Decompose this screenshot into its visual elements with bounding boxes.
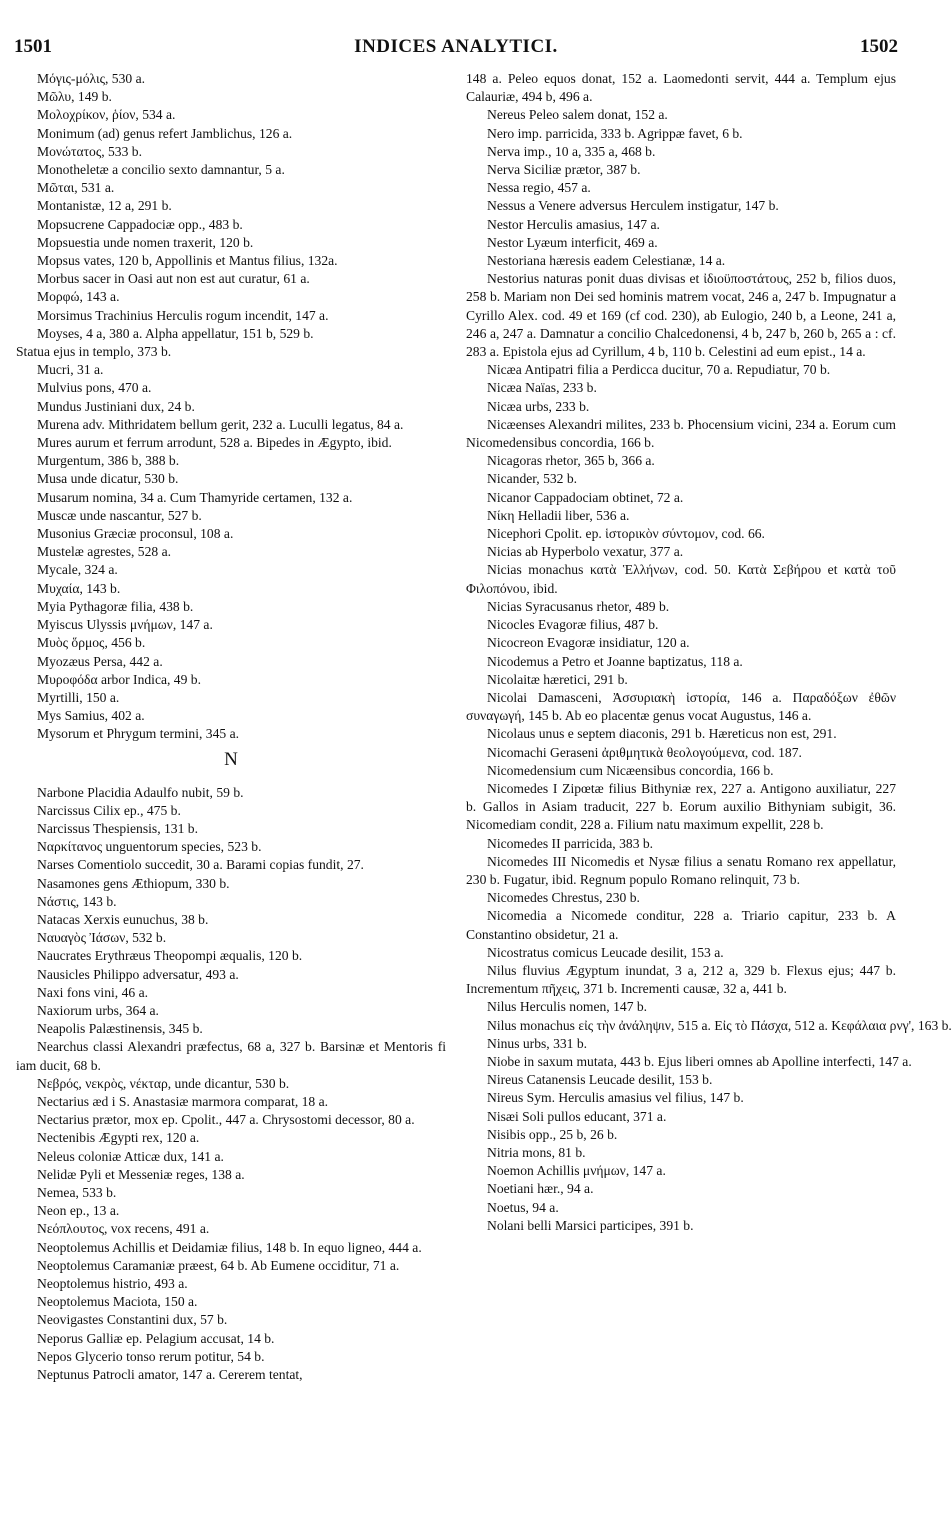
index-entry: Μορφώ, 143 a. [37,289,120,305]
index-entry: Mucri, 31 a. [37,362,104,378]
left-entries-m [16,70,446,744]
index-entry: Neporus Galliæ ep. Pelagium accusat, 14 b. [37,1330,275,1346]
index-entry: Musarum nomina, 34 a. Cum Thamyride certamen, 132 a. [37,489,353,505]
index-entry: Μυροφόδα arbor Indica, 49 b. [37,671,201,687]
index-entry: Nicander, 532 b. [487,471,578,487]
index-entry: Nisibis opp., 25 b, 26 b. [487,1126,618,1142]
index-entry: Nepos Glycerio tonso rerum potitur, 54 b. [37,1348,265,1364]
index-entry: Myiscus Ulyssis μνήμων, 147 a. [37,617,213,633]
index-entry: Nectenibis Ægypti rex, 120 a. [37,1130,200,1146]
index-entry: Nestorius naturas ponit duas divisas et ἰδιοϋποστάτους, 252 b, filios duos, 258 b. Mariam non Dei sed hominis matrem vocat, 246 a, 247 b. Impugnatur a Cyrillo Alex. cod. 49 et 169 (cf cod. 230), ab Eulogio, 240 b, a Leone, 241 a, 246 a, 247 a. Damnatur a concilio Chalcedonensi, 4 b, 247 b, 260 b, 265 a : cf. 283 a. Epistola ejus ad Cyrillum, 4 b, 110 b. Celestini ad eum epist., 14 a. [466,271,896,360]
index-entry: 148 a. Peleo equos donat, 152 a. Laomedonti servit, 444 a. Templum ejus Calauriæ, 494 b, 496 a. [466,71,896,105]
index-entry: Myozæus Persa, 442 a. [37,653,163,669]
index-entry: Myrtilli, 150 a. [37,689,120,705]
index-entry: Nicomedia a Nicomede conditur, 228 a. Triario capitur, 233 b. A Constantino obsidetur, 21 a. [466,908,896,942]
index-entry: Montanistæ, 12 a, 291 b. [37,198,172,214]
index-entry: Nicæa Antipatri filia a Perdicca ducitur, 70 a. Repudiatur, 70 b. [487,362,831,378]
index-entry: Nireus Catanensis Leucade desilit, 153 b. [487,1072,713,1088]
index-entry: Narcissus Thespiensis, 131 b. [37,820,198,836]
index-entry: Nectarius prætor, mox ep. Cpolit., 447 a. Chrysostomi decessor, 80 a. [37,1112,415,1128]
index-entry: Nicias Syracusanus rhetor, 489 b. [487,598,670,614]
index-entry: Nicanor Cappadociam obtinet, 72 a. [487,489,684,505]
left-entries-n [16,784,446,1385]
index-entry: Neapolis Palæstinensis, 345 b. [37,1021,203,1037]
index-entry: Nessa regio, 457 a. [487,180,591,196]
index-entry: Murgentum, 386 b, 388 b. [37,453,180,469]
index-entry: Narcissus Cilix ep., 475 b. [37,802,181,818]
index-entry: Μολοχρίκον, ῥίον, 534 a. [37,107,176,123]
index-entry: Mopsus vates, 120 b, Appollinis et Mantus filius, 132a. [37,253,338,269]
index-entry: Muscæ unde nascantur, 527 b. [37,507,202,523]
index-entry: Mopsuestia unde nomen traxerit, 120 b. [37,234,254,250]
page-number-left: 1501 [14,36,52,57]
index-entry: Nemea, 533 b. [37,1184,117,1200]
index-entry: Naucrates Erythræus Theopompi æqualis, 120 b. [37,948,303,964]
index-entry: Νεβρός, νεκρὸς, νέκταρ, unde dicantur, 530 b. [37,1075,290,1091]
index-entry: Nilus monachus εἰς τὴν ἀνάληψιν, 515 a. Εἰς τὸ Πάσχα, 512 a. Κεφάλαια ρνγ', 163 b. [487,1017,952,1033]
index-entry: Νεόπλουτος, vox recens, 491 a. [37,1221,210,1237]
index-entry: Monotheletæ a concilio sexto damnantur, 5 a. [37,162,285,178]
index-entry: Mycale, 324 a. [37,562,118,578]
index-entry: Statua ejus in templo, 373 b. [16,344,172,360]
index-entry: Nicephori Cpolit. ep. ἱστορικὸν σύντομον, cod. 66. [487,526,765,542]
index-entry: Narbone Placidia Adaulfo nubit, 59 b. [37,784,244,800]
index-entry: Nero imp. parricida, 333 b. Agrippæ favet, 6 b. [487,125,743,141]
index-entry: Νάστις, 143 b. [37,893,117,909]
index-entry: Neptunus Patrocli amator, 147 a. Cererem tentat, [37,1367,303,1383]
index-entry: Nicagoras rhetor, 365 b, 366 a. [487,453,655,469]
index-entry: Neoptolemus histrio, 493 a. [37,1276,188,1291]
index-entry: Naxiorum urbs, 364 a. [37,1002,159,1018]
index-entry: Ναυαγὸς Ἰάσων, 532 b. [37,930,167,946]
index-entry: Morsimus Trachinius Herculis rogum incendit, 147 a. [37,307,329,323]
index-entry: Mopsucrene Cappadociæ opp., 483 b. [37,216,243,232]
index-entry: Nicomedes III Nicomedis et Nysæ filius a senatu Romano rex appellatur, 230 b. Fugatur, ibid. Regnum populo Romano relinquit, 73 b. [466,853,896,887]
index-entry: Nerva Siciliæ prætor, 387 b. [487,162,641,178]
page-number-right: 1502 [860,36,898,57]
index-entry: Mustelæ agrestes, 528 a. [37,544,172,560]
index-entry: Musonius Græciæ proconsul, 108 a. [37,526,234,542]
index-entry: Nireus Sym. Herculis amasius vel filius, 147 b. [487,1090,744,1106]
index-entry: Nestor Herculis amasius, 147 a. [487,216,660,232]
index-entry: Neoptolemus Achillis et Deidamiæ filius, 148 b. In equo ligneo, 444 a. [37,1239,422,1255]
index-entry: Neoptolemus Caramaniæ præest, 64 b. Ab Eumene occiditur, 71 a. [37,1257,400,1273]
index-entry: Nicæa urbs, 233 b. [487,398,590,414]
index-entry: Neon ep., 13 a. [37,1203,120,1219]
index-entry: Nicostratus comicus Leucade desilit, 153 a. [487,944,724,960]
index-entry: Noemon Achillis μνήμων, 147 a. [487,1163,666,1179]
index-entry: Nicomedes I Zipœtæ filius Bithyniæ rex, 227 a. Antigono auxiliatur, 227 b. Gallos in Asiam traducit, 227 b. Eorum auxilio Bithyniam subigit, 36. Nicomediam condit, 228 a. Filium natu maximum expellit, 228 b. [466,780,896,833]
index-entry: Narses Comentiolo succedit, 30 a. Barami copias fundit, 27. [37,857,364,873]
index-entry: Neoptolemus Maciota, 150 a. [37,1294,198,1310]
index-entry: Mysorum et Phrygum termini, 345 a. [37,726,240,742]
index-entry: Nasamones gens Æthiopum, 330 b. [37,875,230,891]
index-entry: Μόγις-μόλις, 530 a. [37,71,146,86]
index-entry: Noetiani hær., 94 a. [487,1181,594,1197]
index-entry: Nerva imp., 10 a, 335 a, 468 b. [487,143,656,159]
index-entry: Μῶται, 531 a. [37,180,115,196]
index-entry: Niobe in saxum mutata, 443 b. Ejus liberi omnes ab Apolline interfecti, 147 a. [487,1053,912,1069]
index-entry: Nestoriana hæresis eadem Celestianæ, 14 a. [487,253,726,269]
index-entry: Nearchus classi Alexandri præfectus, 68 a, 327 b. Barsinæ et Mentoris fi iam ducit, 68 b. [16,1039,446,1073]
index-entry: Mys Samius, 402 a. [37,708,145,724]
index-entry: Nicias monachus κατὰ Ἑλλήνων, cod. 50. Κατὰ Σεβήρου et κατὰ τοῦ Φιλοπόνου, ibid. [466,562,896,596]
index-entry: Mures aurum et ferrum arrodunt, 528 a. Bipedes in Ægypto, ibid. [37,435,392,451]
index-entry: Μονώτατος, 533 b. [37,143,142,159]
index-entry: Monimum (ad) genus refert Jamblichus, 126 a. [37,125,293,141]
index-entry: Musa unde dicatur, 530 b. [37,471,179,487]
right-column [466,70,952,1235]
index-entry: Μυχαία, 143 b. [37,580,121,596]
left-column [16,70,446,1384]
page-header [14,36,898,62]
index-entry: Nelidæ Pyli et Messeniæ reges, 138 a. [37,1166,245,1182]
index-entry: Nicolaitæ hæretici, 291 b. [487,671,628,687]
index-entry: Μυὸς ὅρμος, 456 b. [37,635,146,651]
index-entry: Nicolai Damasceni, Ἀσσυριακὴ ἱστορία, 146 a. Παραδόξων ἐθῶν συναγωγή, 145 b. Ab eo placentæ genus vocat Augustus, 146 a. [466,689,896,724]
index-entry: Mulvius pons, 470 a. [37,380,152,396]
index-entry: Nicias ab Hyperbolo vexatur, 377 a. [487,544,684,560]
index-entry: Nectarius æd i S. Anastasiæ marmora comparat, 18 a. [37,1093,329,1109]
index-entry: Nessus a Venere adversus Herculem instigatur, 147 b. [487,198,779,214]
index-entry: Nicomedes II parricida, 383 b. [487,835,654,851]
index-entry: Naxi fons vini, 46 a. [37,984,149,1000]
index-entry: Νίκη Helladii liber, 536 a. [487,507,630,523]
index-entry: Nereus Peleo salem donat, 152 a. [487,107,668,123]
index-entry: Neovigastes Constantini dux, 57 b. [37,1312,228,1328]
index-entry: Ναρκίτανος unguentorum species, 523 b. [37,839,262,855]
index-entry: Nitria mons, 81 b. [487,1144,586,1160]
index-entry: Nicocles Evagoræ filius, 487 b. [487,617,659,633]
index-entry: Nicæa Naïas, 233 b. [487,380,597,396]
index-entry: Nicomachi Geraseni ἀριθμητικὰ θεολογούμενα, cod. 187. [487,744,802,760]
index-entry: Neleus coloniæ Atticæ dux, 141 a. [37,1148,224,1164]
index-entry: Ninus urbs, 331 b. [487,1035,588,1051]
index-entry: Nilus fluvius Ægyptum inundat, 3 a, 212 a, 329 b. Flexus ejus; 447 b. Incrementum πῆχεις, 371 b. Incrementi causæ, 32 a, 441 b. [466,962,896,997]
index-entry: Nicodemus a Petro et Joanne baptizatus, 118 a. [487,653,743,669]
index-entry: Nicocreon Evagoræ insidiatur, 120 a. [487,635,690,651]
index-entry: Nolani belli Marsici participes, 391 b. [487,1217,694,1233]
index-entry: Murena adv. Mithridatem bellum gerit, 232 a. Luculli legatus, 84 a. [37,416,404,432]
index-entry: Nausicles Philippo adversatur, 493 a. [37,966,239,982]
index-entry: Nicæenses Alexandri milites, 233 b. Phocensium vicini, 234 a. Eorum cum Nicomedensibus concordia, 166 b. [466,416,896,451]
index-entry: Nicomedes Chrestus, 230 b. [487,890,640,906]
index-entry: Mundus Justiniani dux, 24 b. [37,398,195,414]
index-entry: Nicomedensium cum Nicæensibus concordia, 166 b. [487,762,774,778]
index-entry: Morbus sacer in Oasi aut non est aut curatur, 61 a. [37,271,310,287]
index-entry: Nilus Herculis nomen, 147 b. [487,999,648,1015]
index-entry: Noetus, 94 a. [487,1199,559,1215]
index-entry: Moyses, 4 a, 380 a. Alpha appellatur, 151 b, 529 b. [37,325,314,341]
index-entry: Nisæi Soli pullos educant, 371 a. [487,1108,667,1124]
index-entry: Μῶλυ, 149 b. [37,89,112,105]
index-entry: Nicolaus unus e septem diaconis, 291 b. Hæreticus non est, 291. [487,726,837,742]
running-title: INDICES ANALYTICI. [354,36,558,57]
index-entry: Natacas Xerxis eunuchus, 38 b. [37,911,209,927]
index-entry: Myia Pythagoræ filia, 438 b. [37,598,194,614]
index-entry: Nestor Lyæum interficit, 469 a. [487,234,658,250]
section-letter-heading: N [224,748,238,770]
